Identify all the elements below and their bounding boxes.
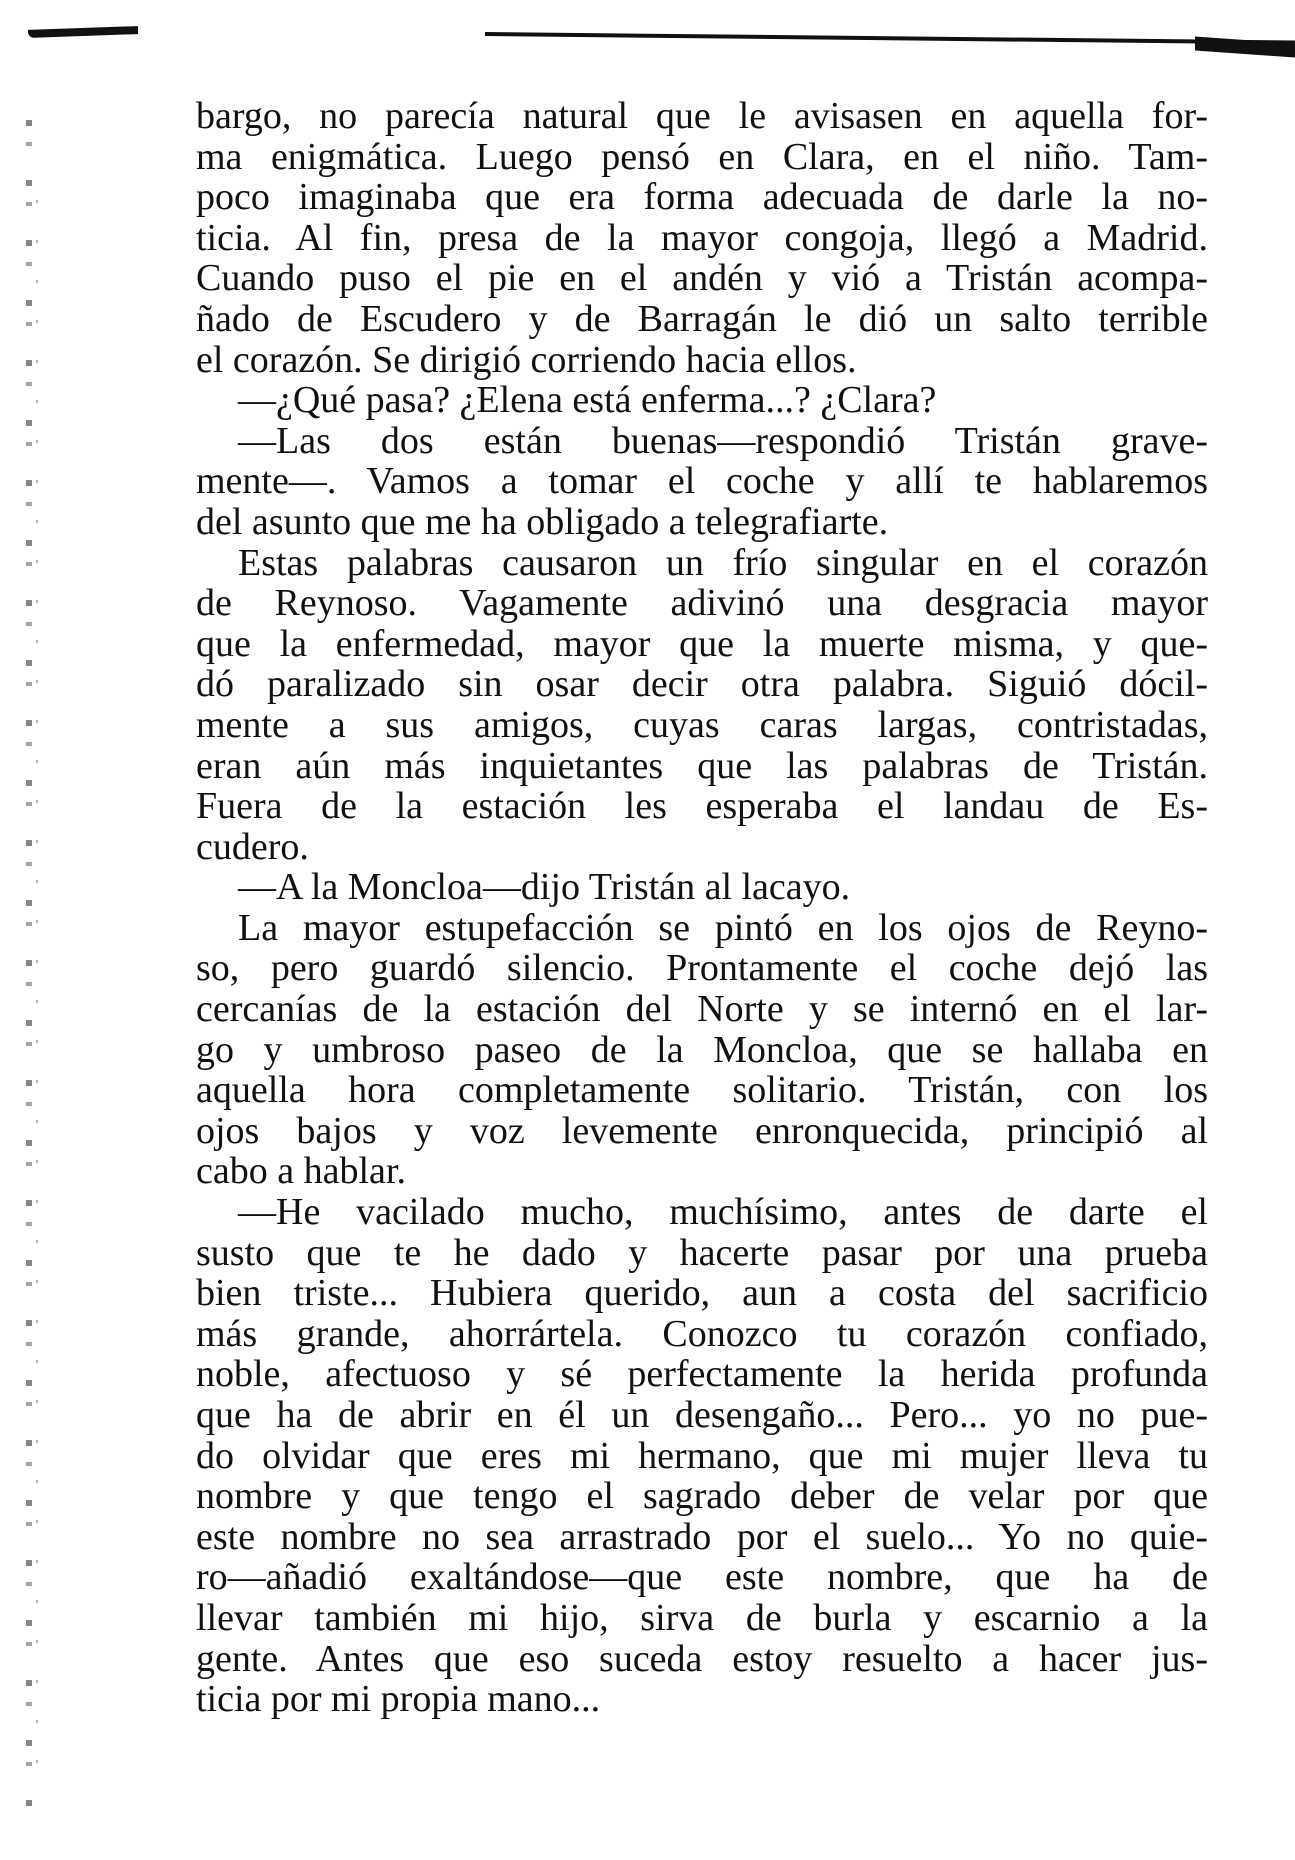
text-line: llevar también mi hijo, sirva de burla y escarnio a la (196, 1596, 1208, 1639)
text-line: que ha de abrir en él un desengaño... Pero... yo no pue- (196, 1394, 1208, 1436)
paragraph (196, 908, 1208, 1192)
text-line: —Las dos están buenas—respondió Tristán grave- (238, 419, 1208, 462)
text-line: bien triste... Hubiera querido, aun a costa del sacrificio (196, 1272, 1208, 1315)
paragraph (196, 543, 1208, 868)
scan-top-left-rule (28, 26, 138, 38)
text-line: eran aún más inquietantes que las palabras de Tristán. (196, 744, 1208, 787)
scan-left-edge-noise-secondary (36, 200, 38, 1800)
text-line: Fuera de la estación les esperaba el landau de Es- (196, 785, 1208, 828)
text-line: —¿Qué pasa? ¿Elena está enferma...? ¿Clara? (238, 379, 937, 422)
text-line: noble, afectuoso y sé perfectamente la herida profunda (196, 1353, 1208, 1396)
text-line: el corazón. Se dirigió corriendo hacia ellos. (196, 338, 857, 381)
text-line: ro—añadió exaltándose—que este nombre, que ha de (196, 1556, 1208, 1599)
paragraph (196, 421, 1208, 543)
text-line: del asunto que me ha obligado a telegrafiarte. (196, 500, 889, 543)
text-line: Cuando puso el pie en el andén y vió a Tristán acompa- (196, 257, 1208, 300)
paragraph (196, 867, 1208, 908)
scan-top-rule (485, 32, 1295, 44)
text-line: do olvidar que eres mi hermano, que mi mujer lleva tu (196, 1434, 1208, 1477)
text-line: gente. Antes que eso suceda estoy resuelto a hacer jus- (196, 1637, 1208, 1680)
text-line: nombre y que tengo el sagrado deber de velar por que (196, 1475, 1208, 1518)
text-line: cercanías de la estación del Norte y se internó en el lar- (196, 988, 1208, 1031)
text-line: go y umbroso paseo de la Moncloa, que se hallaba en (196, 1028, 1208, 1071)
paragraph (196, 380, 1208, 421)
text-line: —He vacilado mucho, muchísimo, antes de darte el (238, 1191, 1208, 1234)
text-line: Estas palabras causaron un frío singular en el corazón (238, 541, 1208, 584)
text-line: cudero. (196, 825, 309, 868)
text-line: so, pero guardó silencio. Prontamente el coche dejó las (196, 947, 1208, 990)
text-line: mente—. Vamos a tomar el coche y allí te hablaremos (196, 460, 1208, 503)
text-line: dó paralizado sin osar decir otra palabra. Siguió dócil- (196, 663, 1208, 706)
page-body-text (196, 96, 1208, 1720)
text-line: este nombre no sea arrastrado por el suelo... Yo no quie- (196, 1515, 1208, 1558)
text-line: aquella hora completamente solitario. Tristán, con los (196, 1069, 1208, 1112)
text-line: mente a sus amigos, cuyas caras largas, contristadas, (196, 703, 1208, 746)
text-line: La mayor estupefacción se pintó en los ojos de Reyno- (238, 906, 1208, 949)
text-line: de Reynoso. Vagamente adivinó una desgracia mayor (196, 582, 1208, 625)
paragraph (196, 96, 1208, 380)
paragraph (196, 1192, 1208, 1720)
text-line: ticia. Al fin, presa de la mayor congoja, llegó a Madrid. (196, 216, 1208, 259)
text-line: ticia por mi propia mano... (196, 1678, 601, 1721)
text-line: ñado de Escudero y de Barragán le dió un salto terrible (196, 297, 1208, 340)
text-line: poco imaginaba que era forma adecuada de darle la no- (196, 176, 1208, 219)
text-line: —A la Moncloa—dijo Tristán al lacayo. (238, 866, 851, 909)
text-line: ma enigmática. Luego pensó en Clara, en el niño. Tam- (196, 135, 1208, 178)
text-line: susto que te he dado y hacerte pasar por una prueba (196, 1231, 1208, 1274)
text-line: que la enfermedad, mayor que la muerte misma, y que- (196, 622, 1208, 665)
text-line: ojos bajos y voz levemente enronquecida, principió al (196, 1109, 1208, 1152)
scan-left-edge-noise (26, 120, 32, 1820)
text-line: cabo a hablar. (196, 1150, 406, 1193)
text-line: más grande, ahorrártela. Conozco tu corazón confiado, (196, 1312, 1208, 1355)
text-line: bargo, no parecía natural que le avisasen en aquella for- (196, 95, 1208, 137)
